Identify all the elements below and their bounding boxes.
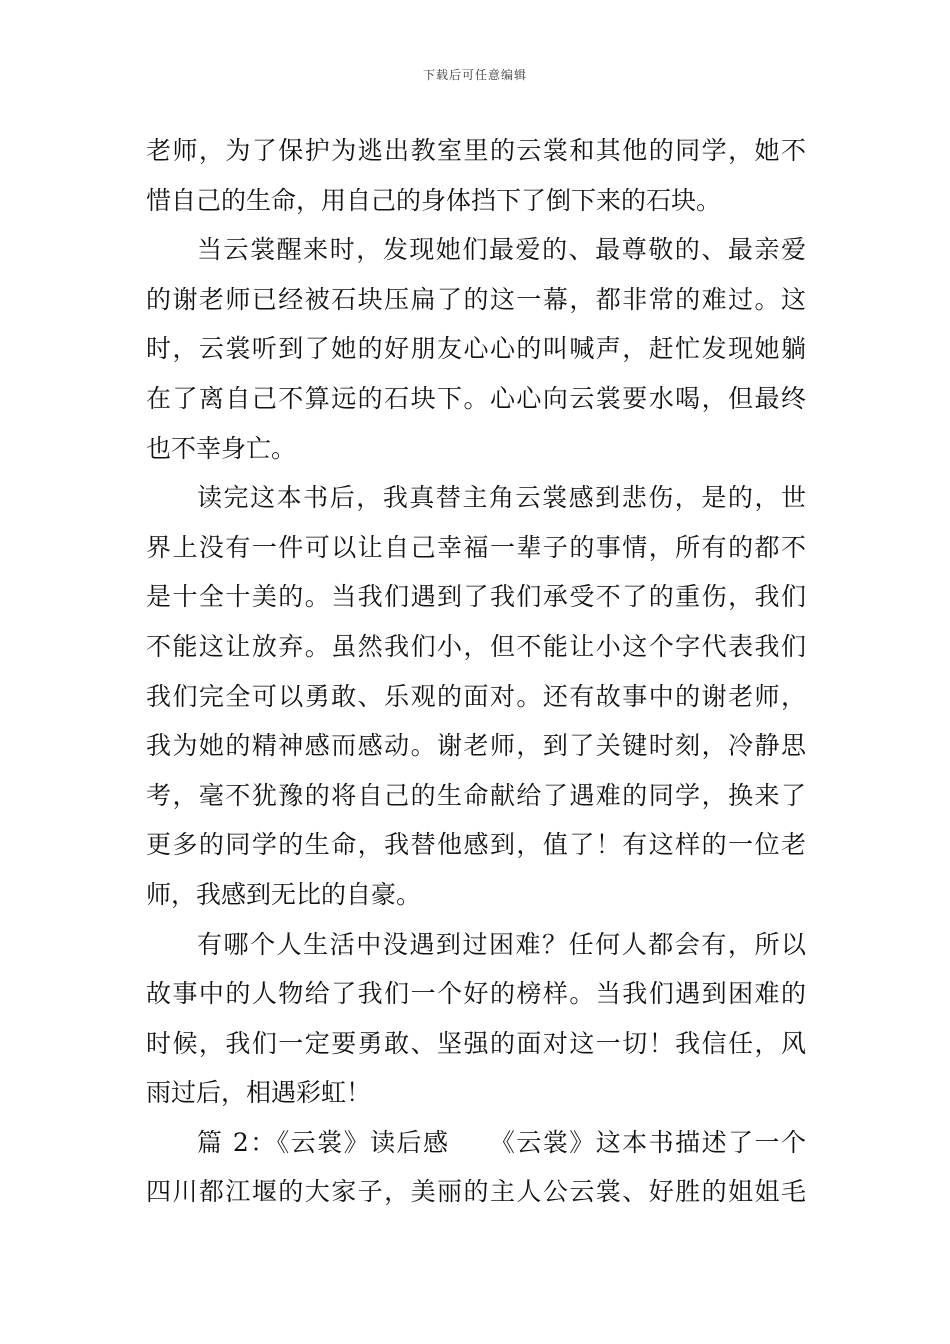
text-line: 我们完全可以勇敢、乐观的面对。还有故事中的谢老师， — [146, 681, 806, 711]
text-line: 老师，为了保护为逃出教室里的云裳和其他的同学，她不 — [146, 136, 806, 165]
document-body — [146, 126, 806, 1217]
text-line: 在了离自己不算远的石块下。心心向云裳要水喝，但最终 — [146, 383, 806, 413]
text-line: 时候，我们一定要勇敢、坚强的面对这一切！我信任，风 — [146, 1028, 806, 1058]
text-line: 的谢老师已经被石块压扁了的这一幕，都非常的难过。这 — [146, 284, 806, 314]
text-line: 不能这让放弃。虽然我们小，但不能让小这个字代表我们 — [146, 631, 806, 661]
text-line: 有哪个人生活中没遇到过困难？任何人都会有，所以 — [197, 929, 806, 959]
text-line: 篇 2：《云裳》读后感 《云裳》这本书描述了一个 — [197, 1127, 806, 1157]
page-header: 下载后可任意编辑 — [422, 68, 527, 82]
text-line: 雨过后，相遇彩虹！ — [146, 1078, 372, 1108]
text-line: 界上没有一件可以让自己幸福一辈子的事情，所有的都不 — [146, 532, 806, 562]
text-line: 四川都江堰的大家子，美丽的主人公云裳、好胜的姐姐毛 — [146, 1177, 806, 1207]
text-line: 考，毫不犹豫的将自己的生命献给了遇难的同学，换来了 — [146, 780, 806, 810]
text-line: 故事中的人物给了我们一个好的榜样。当我们遇到困难的 — [146, 979, 806, 1009]
text-line: 也不幸身亡。 — [146, 433, 297, 463]
text-line: 惜自己的生命，用自己的身体挡下了倒下来的石块。 — [146, 185, 722, 215]
text-line: 更多的同学的生命，我替他感到，值了！有这样的一位老 — [146, 830, 806, 860]
text-line: 当云裳醒来时，发现她们最爱的、最尊敬的、最亲爱 — [197, 235, 806, 265]
text-line: 读完这本书后，我真替主角云裳感到悲伤，是的，世 — [197, 483, 806, 513]
text-line: 时，云裳听到了她的好朋友心心的叫喊声，赶忙发现她躺 — [146, 334, 806, 364]
text-line: 师，我感到无比的自豪。 — [146, 879, 422, 909]
text-line: 我为她的精神感而感动。谢老师，到了关键时刻，冷静思 — [146, 731, 806, 761]
text-line: 是十全十美的。当我们遇到了我们承受不了的重伤，我们 — [146, 582, 806, 612]
